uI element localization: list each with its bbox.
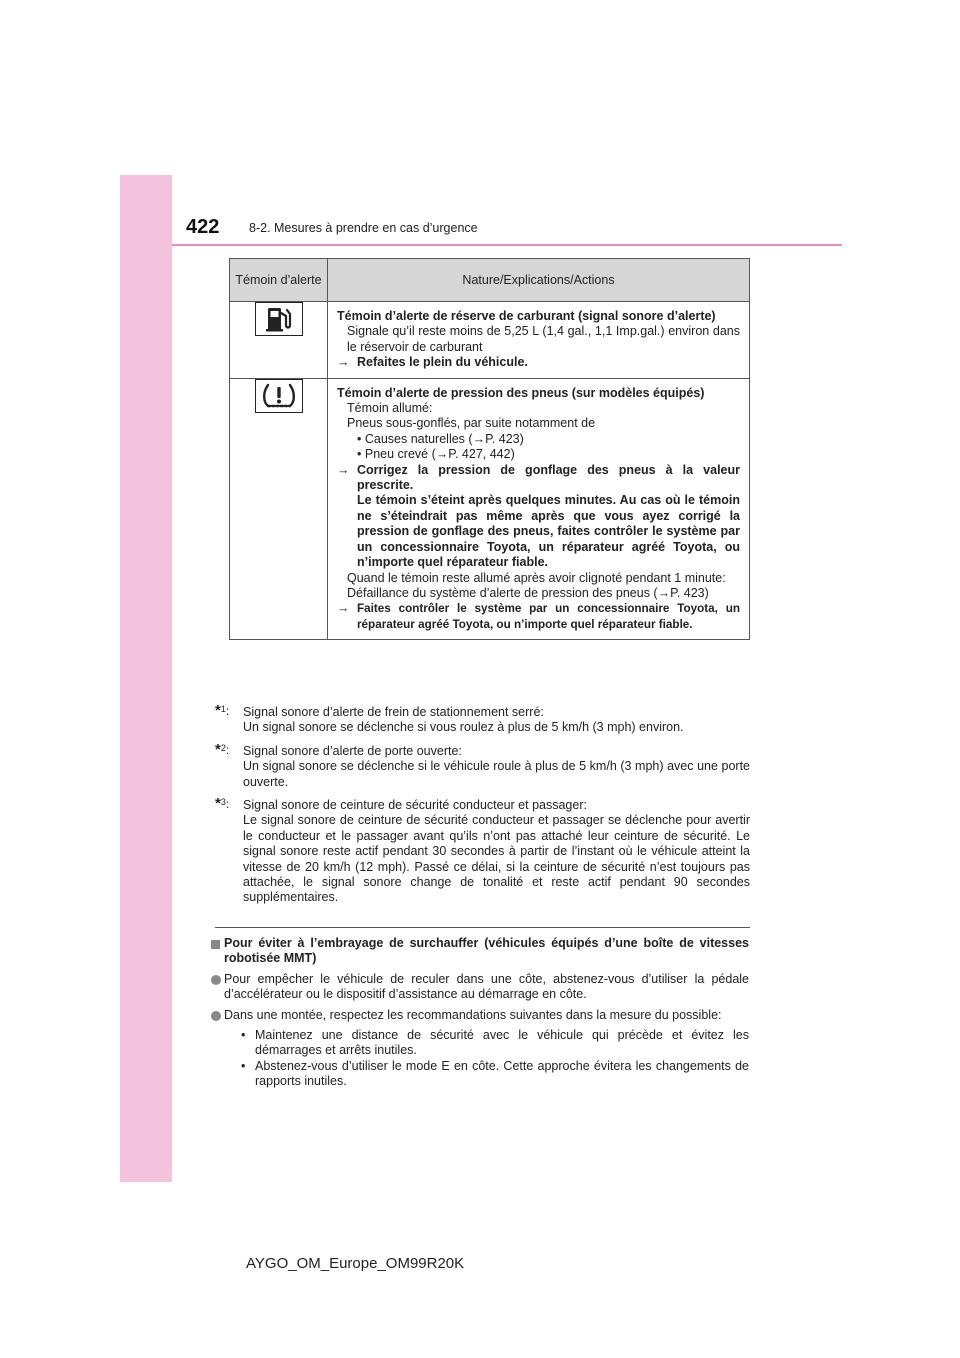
tip-sub-2: [211, 1059, 749, 1090]
col-header-warning-light: Témoin d’alerte: [230, 259, 328, 302]
arrow-glyph: →: [337, 355, 350, 370]
footer-doc-id: AYGO_OM_Europe_OM99R20K: [246, 1255, 465, 1272]
tire-warning-content: [328, 378, 750, 640]
tip-item-1-text: Pour empêcher le véhicule de reculer dans une côte, abstenez-vous d’utiliser la pédale d’accélérateur ou le dispositif d’assistance au démarrage en côte.: [224, 971, 749, 1002]
tire-cause-2: [337, 447, 740, 462]
tips-heading: [211, 936, 749, 967]
fuel-warning-desc: Signale qu’il reste moins de 5,25 L (1,4 gal., 1,1 Imp.gal.) environ dans le réservoir de carburant: [347, 324, 740, 354]
footnote-number: 2: [220, 742, 226, 753]
chapter-sidebar-tab: [120, 175, 172, 1182]
icon-cell: [230, 378, 328, 640]
section-divider: [215, 927, 750, 928]
tire-pressure-icon: [255, 379, 303, 413]
tire-action-1: [337, 463, 740, 571]
colon: :: [225, 704, 230, 718]
footnote-text: Un signal sonore se déclenche si vous roulez à plus de 5 km/h (3 mph) environ.: [243, 720, 684, 735]
star-glyph: *: [215, 702, 221, 719]
tire-cause-intro: Pneus sous-gonflés, par suite notamment de: [347, 416, 596, 431]
table-header-row: [230, 259, 750, 302]
page-number: 422: [186, 216, 220, 238]
footnote-title: Signal sonore de ceinture de sécurité conducteur et passager:: [243, 798, 587, 813]
bullet-glyph: •: [241, 1028, 246, 1043]
tip-item-1: [211, 972, 749, 1003]
tip-sub-1: [211, 1028, 749, 1059]
tire-action-2: [337, 601, 740, 632]
circle-bullet-icon: [211, 1011, 221, 1021]
colon: :: [225, 797, 230, 812]
tire-lit-label: Témoin allumé:: [347, 401, 433, 416]
warning-lights-table: [229, 258, 750, 640]
fuel-pump-icon: [255, 302, 303, 336]
tire-action-1-text: Corrigez la pression de gonflage des pneus à la valeur prescrite.: [357, 462, 740, 493]
footnote-1: [215, 702, 750, 736]
tire-action-2-text: Faites contrôler le système par un concessionnaire Toyota, un réparateur agréé Toyota, ou n’importe quel réparateur fiable.: [357, 602, 740, 631]
cause-1-text: Causes naturelles (→P. 423): [364, 431, 524, 446]
bullet-glyph: •: [241, 1058, 246, 1073]
star-glyph: *: [215, 795, 221, 813]
colon: :: [225, 742, 230, 757]
table-row: [230, 378, 750, 640]
footnote-number: 1: [220, 704, 226, 714]
arrow-glyph: →: [337, 462, 350, 477]
footnote-text: Le signal sonore de ceinture de sécurité conducteur et passager se déclenche pour avertir le conducteur et le passager avant qu’ils n’ont pas attaché leur ceinture de sécurité. Le signal sonore reste actif pendant 30 secondes à partir de l’instant où le véhicule atteint la vitesse de 20 km/h (12 mph). Passé ce délai, si la ceinture de sécurité n’est toujours pas attachée, le signal sonore change de tonalité et reste actif pendant 90 secondes supplémentaires.: [243, 813, 750, 905]
square-bullet-icon: [211, 940, 220, 949]
footnotes: [215, 702, 750, 914]
arrow-glyph: →: [337, 601, 350, 616]
tip-item-2-text: Dans une montée, respectez les recommandations suivantes dans la mesure du possible:: [224, 1007, 722, 1022]
tip-item-2: [211, 1008, 749, 1023]
table-row: [230, 302, 750, 379]
cause-2-text: Pneu crevé (→P. 427, 442): [364, 447, 515, 462]
tire-cause-1: [337, 432, 740, 447]
fuel-action-text: Refaites le plein du véhicule.: [357, 355, 528, 370]
footnote-title: Signal sonore d’alerte de porte ouverte:: [243, 743, 462, 758]
tip-sub-2-text: Abstenez-vous d’utiliser le mode E en côte. Cette approche évitera les changements de rapports inutiles.: [255, 1058, 749, 1089]
footnote-text: Un signal sonore se déclenche si le véhicule roule à plus de 5 km/h (3 mph) avec une porte ouverte.: [243, 759, 750, 789]
star-glyph: *: [215, 740, 221, 758]
bullet-glyph: •: [357, 447, 362, 462]
footnote-2: [215, 740, 750, 790]
bullet-glyph: •: [357, 431, 362, 446]
footnote-marker: [215, 702, 229, 719]
tips-heading-text: Pour éviter à l’embrayage de surchauffer (véhicules équipés d’une boîte de vitesses robotisée MMT): [224, 936, 749, 966]
footnote-marker: [215, 741, 229, 758]
col-header-nature: Nature/Explications/Actions: [328, 259, 750, 302]
footnote-number: 3: [220, 797, 226, 808]
circle-bullet-icon: [211, 975, 221, 985]
tire-malfunction: Défaillance du système d’alerte de pression des pneus (→P. 423): [347, 585, 709, 600]
footnote-3: [215, 795, 750, 906]
fuel-warning-title: Témoin d’alerte de réserve de carburant (signal sonore d’alerte): [337, 309, 716, 323]
fuel-warning-action: [337, 355, 740, 370]
fuel-warning-content: [328, 302, 750, 379]
tire-blink-condition: Quand le témoin reste allumé après avoir clignoté pendant 1 minute:: [347, 570, 726, 585]
header-rule: [172, 244, 842, 246]
footnote-marker: [215, 795, 229, 812]
tire-action-1-note: Le témoin s’éteint après quelques minutes. Au cas où le témoin ne s’éteindrait pas même après que vous ayez corrigé la pression de gonflage des pneus, faites contrôler le système par un concessionnaire Toyota, un réparateur agréé Toyota, ou n’importe quel réparateur fiable.: [357, 493, 740, 570]
icon-cell: [230, 302, 328, 379]
clutch-tips-section: [211, 936, 749, 1090]
tip-sub-1-text: Maintenez une distance de sécurité avec le véhicule qui précède et évitez les démarrages et arrêts inutiles.: [255, 1028, 749, 1058]
tire-warning-title: Témoin d’alerte de pression des pneus (sur modèles équipés): [337, 385, 705, 400]
footnote-title: Signal sonore d’alerte de frein de stationnement serré:: [243, 705, 544, 719]
section-title: 8-2. Mesures à prendre en cas d’urgence: [249, 221, 478, 235]
